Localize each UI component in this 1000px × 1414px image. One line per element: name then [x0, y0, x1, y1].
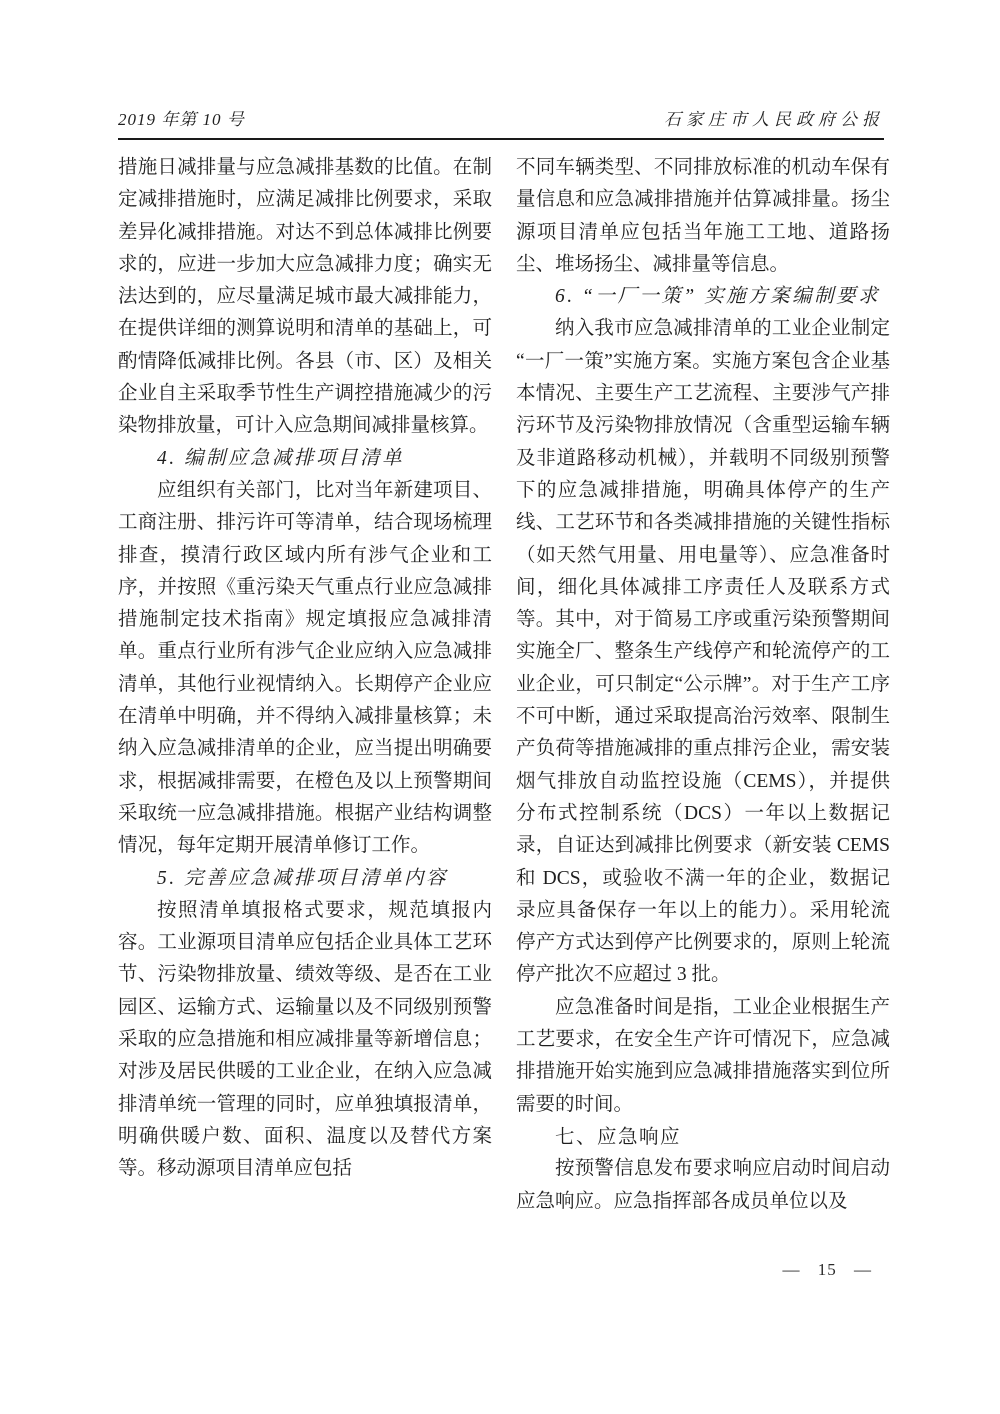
section-heading-4: 4. 编制应急减排项目清单	[157, 447, 405, 469]
section-heading-6: 6. “一厂一策” 实施方案编制要求	[555, 286, 881, 308]
paragraph: 按照清单填报格式要求，规范填报内容。工业源项目清单应包括企业具体工艺环节、污染物排放量、绩效等级、是否在工业园区、运输方式、运输量以及不同级别预警采取的应急措施和相应减排量等新增信息；对涉及居民供暖的工业企业，在纳入应急减排清单统一管理的同时，应单独填报清单，明确供暖户数、面积、温度以及替代方案等。移动源项目清单应包括	[118, 899, 492, 1180]
header-gazette-title: 石家庄市人民政府公报	[664, 110, 884, 129]
paragraph-continued: 措施日减排量与应急减排基数的比值。在制定减排措施时，应满足减排比例要求，采取差异化减排措施。对达不到总体减排比例要求的，应进一步加大应急减排力度；确实无法达到的，应尽量满足城市最大减排能力，在提供详细的测算说明和清单的基础上，可酌情降低减排比例。各县（市、区）及相关企业自主采取季节性生产调控措施减少的污染物排放量，可计入应急期间减排量核算。	[118, 157, 492, 437]
left-column	[118, 152, 492, 1218]
page-footer	[783, 1258, 873, 1282]
header-issue-label: 2019 年第 10 号	[118, 110, 245, 129]
paragraph: 纳入我市应急减排清单的工业企业制定“一厂一策”实施方案。实施方案包含企业基本情况、主要生产工艺流程、主要涉气产排污环节及污染物排放情况（含重型运输车辆及非道路移动机械），并载明不同级别预警下的应急减排措施，明确具体停产的生产线、工艺环节和各类减排措施的关键性指标（如天然气用量、用电量等）、应急准备时间，细化具体减排工序责任人及联系方式等。其中，对于简易工序或重污染预警期间实施全厂、整条生产线停产和轮流停产的工业企业，可只制定“公示牌”。对于生产工序不可中断，通过采取提高治污效率、限制生产负荷等措施减排的重点排污企业，需安装烟气排放自动监控设施（CEMS），并提供分布式控制系统（DCS）一年以上数据记录，自证达到减排比例要求（新安装 CEMS 和 DCS，或验收不满一年的企业，数据记录应具备保存一年以上的能力）。采用轮流停产方式达到停产比例要求的，原则上轮流停产批次不应超过 3 批。	[516, 318, 890, 986]
section-heading-7: 七、应急响应	[555, 1125, 682, 1148]
section-heading-5: 5. 完善应急减排项目清单内容	[157, 867, 449, 889]
paragraph: 按预警信息发布要求响应启动时间启动应急响应。应急指挥部各成员单位以及	[516, 1158, 890, 1212]
paragraph: 应组织有关部门，比对当年新建项目、工商注册、排污许可等清单，结合现场梳理排查，摸清行政区域内所有涉气企业和工序，并按照《重污染天气重点行业应急减排措施制定技术指南》规定填报应急减排清单。重点行业所有涉气企业应纳入应急减排清单，其他行业视情纳入。长期停产企业应在清单中明确，并不得纳入减排量核算；未纳入应急减排清单的企业，应当提出明确要求，根据减排需要，在橙色及以上预警期间采取统一应急减排措施。根据产业结构调整情况，每年定期开展清单修订工作。	[118, 479, 492, 857]
header-rule	[118, 138, 884, 140]
content-columns	[118, 152, 890, 1218]
paragraph-continued: 不同车辆类型、不同排放标准的机动车保有量信息和应急减排措施并估算减排量。扬尘源项目清单应包括当年施工工地、道路扬尘、堆场扬尘、减排量等信息。	[516, 157, 890, 275]
page-number: — 15 —	[782, 1260, 872, 1279]
right-column	[516, 152, 890, 1218]
page-header	[118, 108, 884, 132]
paragraph: 应急准备时间是指，工业企业根据生产工艺要求，在安全生产许可情况下，应急减排措施开始实施到应急减排措施落实到位所需要的时间。	[516, 996, 890, 1115]
